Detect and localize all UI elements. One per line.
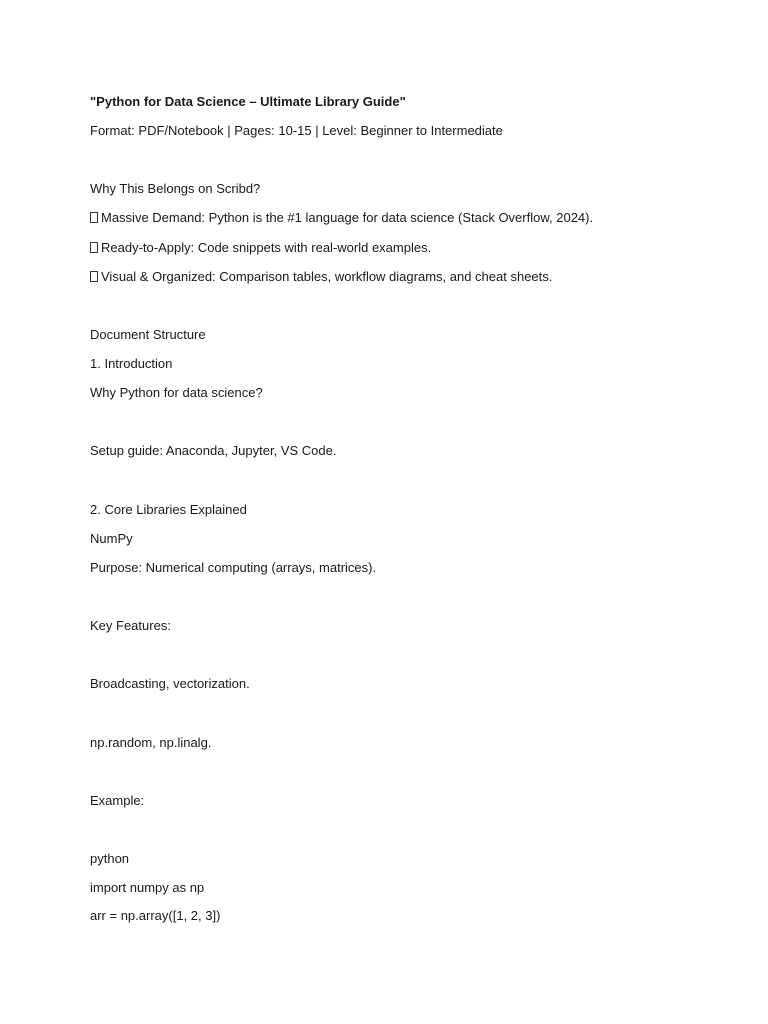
- document-title: "Python for Data Science – Ultimate Library Guide": [90, 94, 406, 109]
- intro-item: Why Python for data science?: [90, 385, 263, 400]
- missing-glyph-icon: [90, 212, 98, 223]
- feature-item: np.random, np.linalg.: [90, 735, 212, 750]
- missing-glyph-icon: [90, 271, 98, 282]
- why-point-3: [90, 269, 552, 285]
- code-line: import numpy as np: [90, 880, 205, 895]
- section-introduction-heading: 1. Introduction: [90, 356, 173, 371]
- why-point-text: Ready-to-Apply: Code snippets with real-world examples.: [101, 240, 432, 255]
- library-name: NumPy: [90, 531, 133, 546]
- why-point-text: Massive Demand: Python is the #1 language for data science (Stack Overflow, 2024).: [101, 210, 594, 225]
- section-core-libraries-heading: 2. Core Libraries Explained: [90, 502, 247, 517]
- document-meta: Format: PDF/Notebook | Pages: 10-15 | Level: Beginner to Intermediate: [90, 123, 503, 138]
- missing-glyph-icon: [90, 242, 98, 253]
- key-features-label: Key Features:: [90, 618, 171, 633]
- feature-item: Broadcasting, vectorization.: [90, 676, 250, 691]
- code-line: arr = np.array([1, 2, 3]): [90, 908, 221, 923]
- code-line: python: [90, 851, 130, 866]
- intro-item: Setup guide: Anaconda, Jupyter, VS Code.: [90, 443, 337, 458]
- why-point-text: Visual & Organized: Comparison tables, workflow diagrams, and cheat sheets.: [101, 269, 553, 284]
- structure-heading: Document Structure: [90, 327, 206, 342]
- example-label: Example:: [90, 793, 145, 808]
- why-point-2: [90, 240, 431, 256]
- library-purpose: Purpose: Numerical computing (arrays, matrices).: [90, 560, 377, 575]
- why-heading: Why This Belongs on Scribd?: [90, 181, 261, 196]
- why-point-1: [90, 210, 593, 226]
